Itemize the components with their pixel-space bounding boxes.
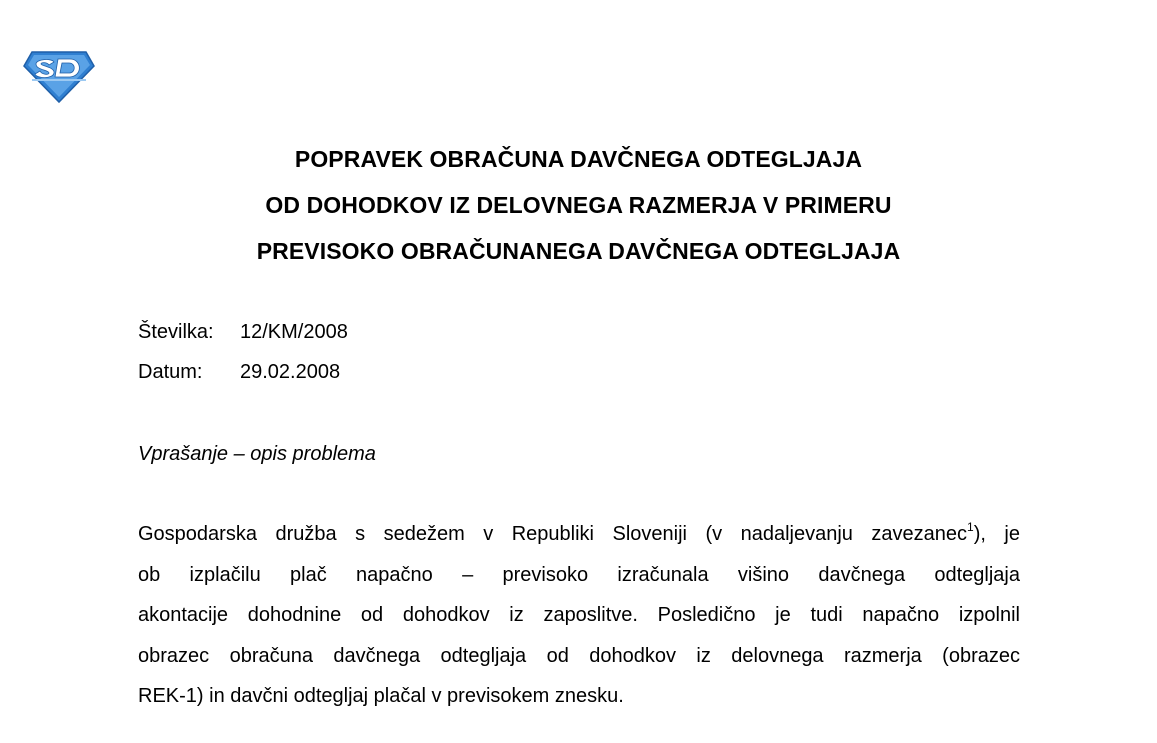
body-paragraph	[138, 514, 1020, 717]
paragraph-line-3: akontacije dohodnine od dohodkov iz zaposlitve. Posledično je tudi napačno izpolnil	[138, 604, 1020, 626]
number-label: Številka:	[138, 321, 214, 343]
paragraph-line-1-text: Gospodarska družba s sedežem v Republiki Sloveniji (v nadaljevanju zavezanec	[138, 523, 968, 545]
title-line-1: POPRAVEK OBRAČUNA DAVČNEGA ODTEGLJAJA	[294, 146, 863, 172]
title-line-2: OD DOHODKOV IZ DELOVNEGA RAZMERJA V PRIMERU	[265, 192, 892, 218]
document-meta	[138, 312, 348, 392]
date-label: Datum:	[138, 361, 203, 383]
document-title	[0, 136, 1157, 274]
number-row	[138, 312, 348, 352]
section-heading: Vprašanje – opis problema	[138, 443, 376, 465]
company-logo	[22, 50, 96, 104]
date-value: 29.02.2008	[240, 361, 341, 383]
paragraph-line-1-tail: ), je	[973, 523, 1020, 545]
paragraph-line-4: obrazec obračuna davčnega odtegljaja od dohodkov iz delovnega razmerja (obrazec	[138, 644, 1020, 667]
date-row	[138, 352, 348, 392]
title-line-3: PREVISOKO OBRAČUNANEGA DAVČNEGA ODTEGLJAJA	[256, 238, 901, 264]
paragraph-line-5: REK-1) in davčni odtegljaj plačal v previsokem znesku.	[138, 685, 624, 707]
paragraph-line-1	[138, 514, 1020, 555]
footnote-reference[interactable]: 1	[967, 520, 974, 534]
number-value: 12/KM/2008	[240, 321, 348, 343]
paragraph-line-2: ob izplačilu plač napačno – previsoko izračunala višino davčnega odtegljaja	[138, 563, 1020, 586]
logo-diamond-icon	[22, 50, 96, 104]
